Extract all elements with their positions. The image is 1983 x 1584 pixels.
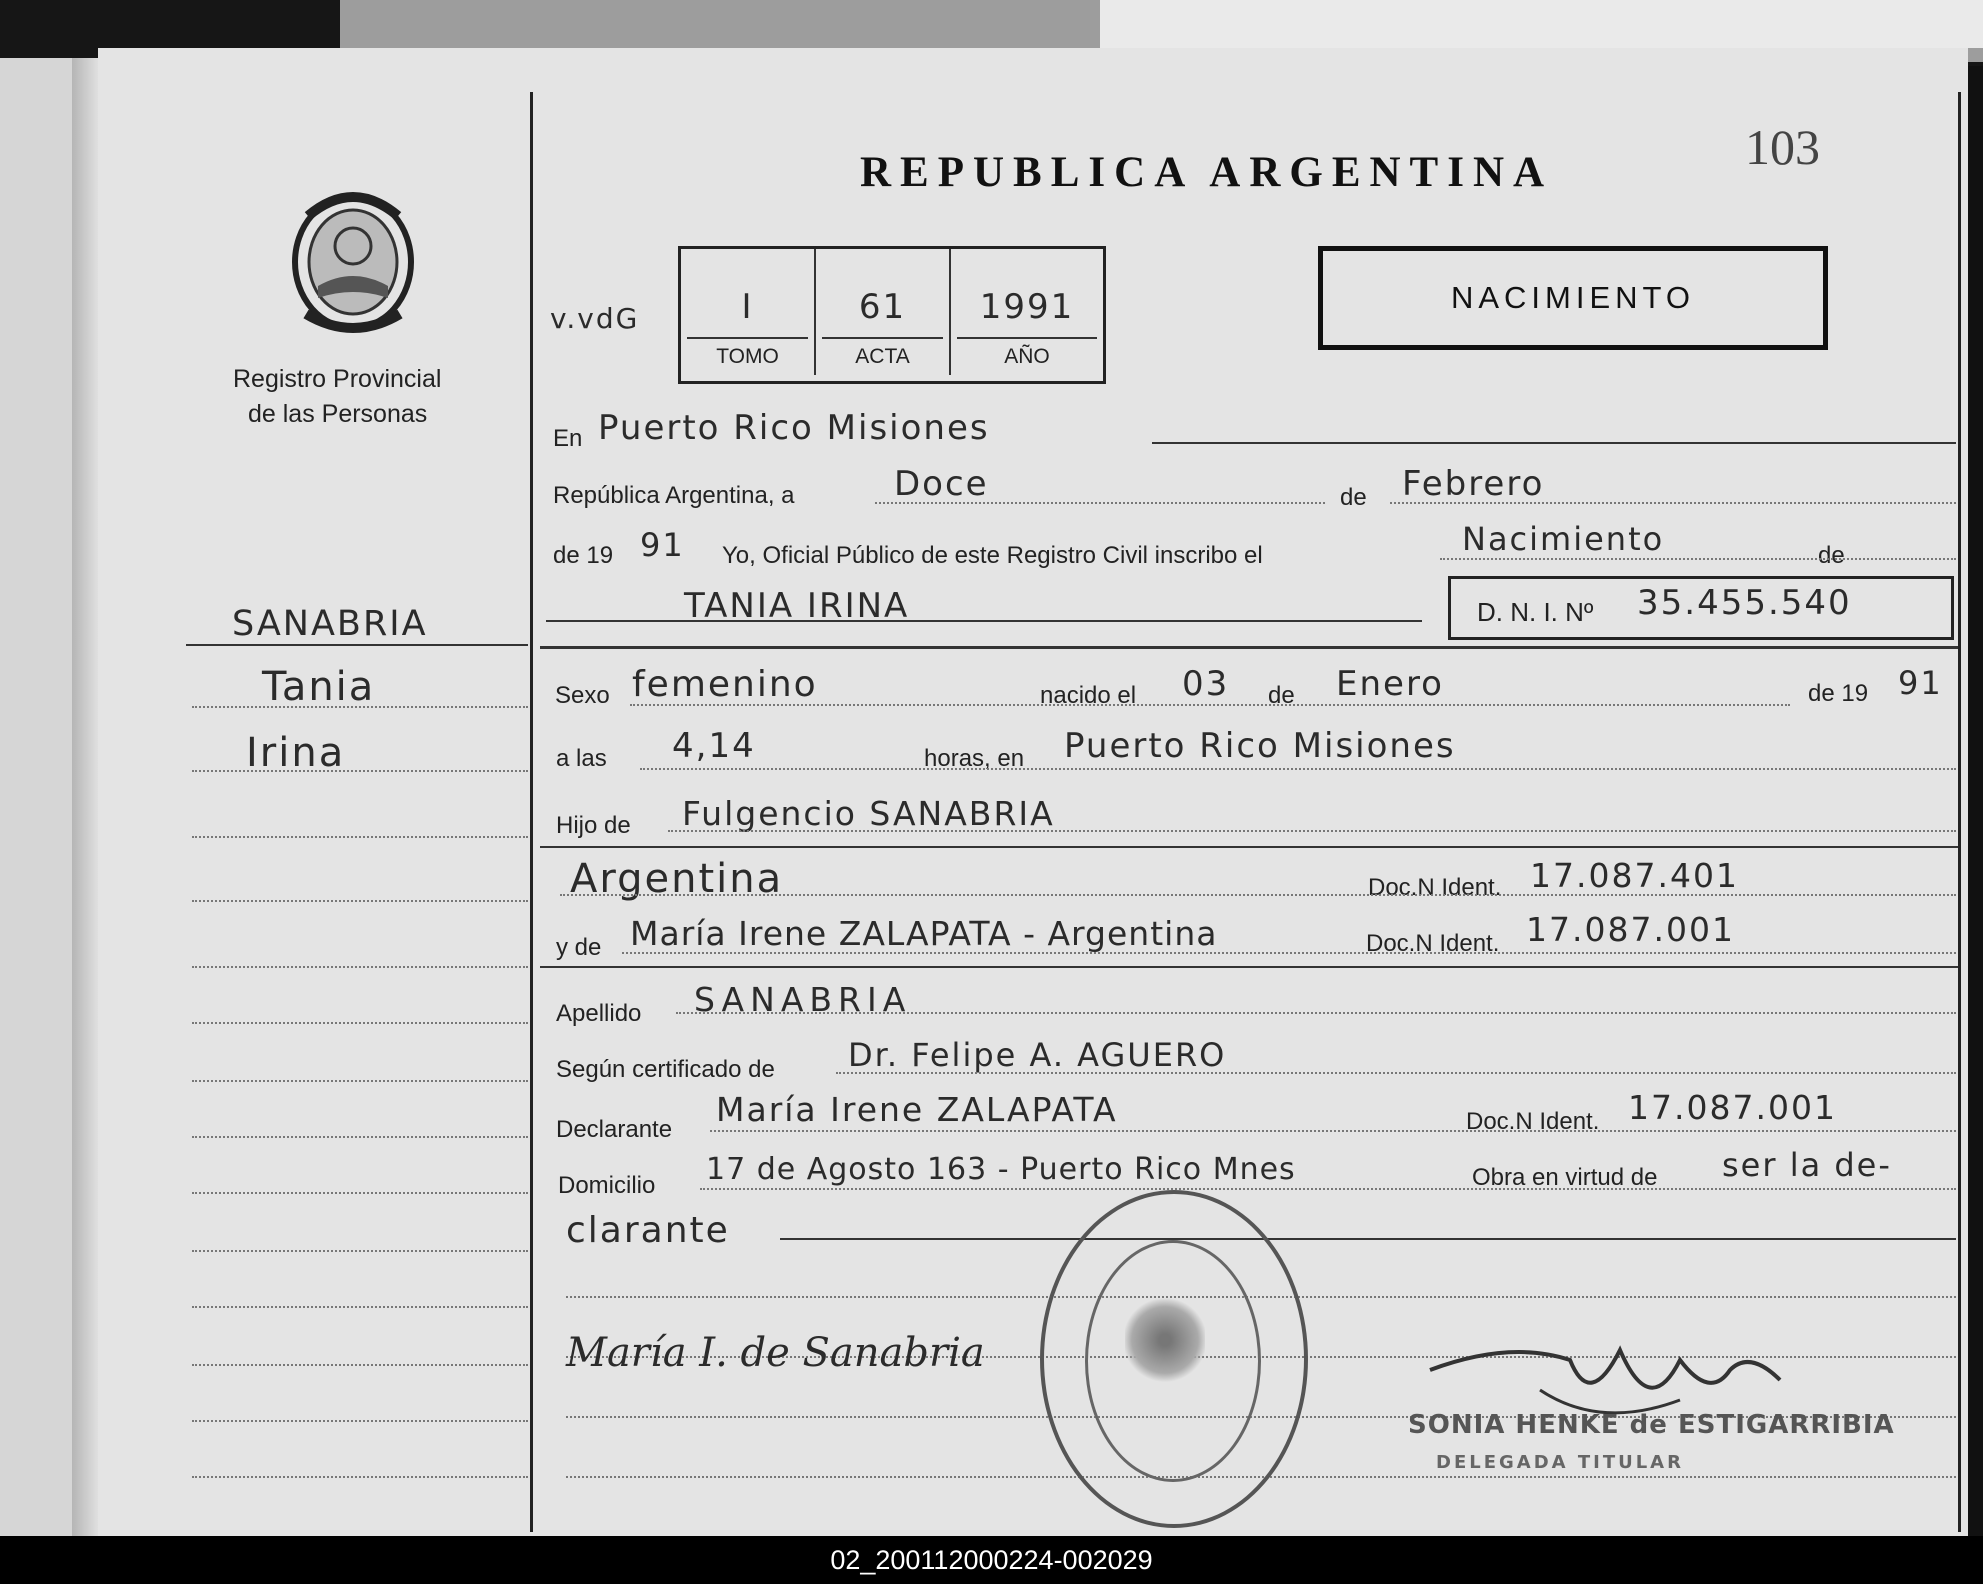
- birth-month: Enero: [1336, 664, 1444, 704]
- apellido-value: SANABRIA: [694, 980, 912, 1019]
- doc-label-2: Doc.N Ident.: [1366, 930, 1500, 957]
- declarante-label: Declarante: [556, 1116, 673, 1143]
- year-suffix: 91: [640, 526, 685, 564]
- cell-rule: [687, 337, 808, 339]
- acto-value: Nacimiento: [1462, 520, 1665, 558]
- de-label-3: de: [1268, 682, 1295, 709]
- declarante-doc: 17.087.001: [1628, 1088, 1837, 1127]
- sexo-line: [630, 704, 1790, 706]
- tomo-cell: [681, 249, 816, 375]
- sidebar-given2: Irina: [246, 730, 346, 776]
- father-doc-line: [560, 894, 1956, 896]
- certificado-value: Dr. Felipe A. AGUERO: [848, 1036, 1227, 1074]
- sidebar-dotted-line: [192, 1136, 528, 1138]
- domicilio-line: [700, 1188, 1956, 1190]
- day-value: Doce: [894, 464, 989, 504]
- page-number: 103: [1745, 119, 1820, 175]
- declarante-value: María Irene ZALAPATA: [716, 1090, 1118, 1129]
- birth-time: 4,14: [672, 726, 756, 766]
- acta-label: ACTA: [855, 345, 910, 368]
- image-caption: 02_200112000224-002029: [830, 1545, 1153, 1575]
- tomo-label: TOMO: [716, 345, 779, 368]
- de-label-1: de: [1340, 484, 1367, 511]
- yo-text: Yo, Oficial Público de este Registro Civil inscribo el: [722, 542, 1263, 569]
- sidebar-surname: SANABRIA: [232, 604, 428, 644]
- sidebar-dotted-line: [192, 1022, 528, 1024]
- father-doc: 17.087.401: [1530, 856, 1739, 895]
- official-name: SONIA HENKE de ESTIGARRIBIA: [1408, 1410, 1895, 1440]
- birth-day: 03: [1182, 664, 1230, 704]
- parent-rule: [540, 846, 1958, 848]
- sidebar-dotted-line: [192, 1080, 528, 1082]
- cell-rule: [957, 337, 1097, 339]
- alas-line: [640, 768, 1956, 770]
- section-rule: [540, 646, 1958, 649]
- mother-line: [622, 952, 1956, 954]
- de-label-2: de: [1818, 542, 1845, 569]
- dni-label: D. N. I. Nº: [1477, 597, 1594, 627]
- obra-label: Obra en virtud de: [1472, 1164, 1658, 1191]
- declarante-line: [710, 1130, 1956, 1132]
- domicilio-label: Domicilio: [558, 1172, 656, 1199]
- acta-value: 61: [858, 287, 907, 327]
- republica-label: República Argentina, a: [553, 482, 795, 509]
- obra-line: [780, 1238, 1956, 1240]
- doc-label-3: Doc.N Ident.: [1466, 1108, 1600, 1135]
- segun-line: [836, 1072, 1956, 1074]
- obra-value-2: clarante: [566, 1210, 730, 1251]
- stamp-seal-icon: [1125, 1295, 1205, 1385]
- cell-rule: [822, 337, 943, 339]
- dni-value: 35.455.540: [1637, 583, 1852, 623]
- record-number-table: [678, 246, 1106, 384]
- margin-note: v.vdG: [550, 302, 640, 335]
- sidebar-surname-line: [186, 644, 528, 646]
- misiones-coat-of-arms-icon: [278, 176, 428, 342]
- left-book-page: [0, 58, 72, 1538]
- sidebar-dotted-line: [192, 706, 528, 708]
- right-border-line: [1958, 92, 1961, 1532]
- record-type-box: NACIMIENTO: [1318, 246, 1828, 350]
- sidebar-dotted-line: [192, 770, 528, 772]
- sidebar-dotted-line: [192, 1250, 528, 1252]
- apellido-label: Apellido: [556, 1000, 642, 1027]
- en-label: En: [553, 425, 583, 452]
- parent-rule-2: [540, 966, 1958, 968]
- month-line: [1390, 502, 1956, 504]
- segun-label: Según certificado de: [556, 1056, 775, 1083]
- sidebar-given1: Tania: [262, 664, 376, 710]
- tomo-value: I: [741, 287, 754, 327]
- mother-name: María Irene ZALAPATA - Argentina: [630, 914, 1218, 953]
- father-nationality: Argentina: [570, 856, 784, 902]
- yde-label: y de: [556, 934, 602, 961]
- day-line: [875, 502, 1325, 504]
- sidebar-dotted-line: [192, 1420, 528, 1422]
- sidebar-dotted-line: [192, 1364, 528, 1366]
- sidebar-dotted-line: [192, 900, 528, 902]
- anio-label: AÑO: [1004, 345, 1050, 368]
- official-title: DELEGADA TITULAR: [1436, 1452, 1684, 1473]
- sexo-label: Sexo: [555, 682, 610, 709]
- apellido-line: [676, 1012, 1956, 1014]
- horas-label: horas, en: [924, 745, 1025, 772]
- obra-value-1: ser la de-: [1722, 1146, 1892, 1184]
- father-line: [668, 830, 1956, 832]
- birth-year-suffix: 91: [1898, 664, 1943, 702]
- declarante-signature: María I. de Sanabria: [566, 1330, 985, 1376]
- background-paper-top-right: [1100, 0, 1983, 48]
- sexo-value: femenino: [632, 664, 818, 705]
- month-value: Febrero: [1402, 464, 1545, 504]
- document-title: REPUBLICA ARGENTINA: [860, 149, 1554, 196]
- mother-doc: 17.087.001: [1526, 910, 1735, 949]
- sidebar-dotted-line: [192, 1192, 528, 1194]
- org-name-line2: de las Personas: [248, 400, 428, 428]
- anio-value: 1991: [979, 287, 1075, 327]
- anio-cell: [951, 249, 1103, 375]
- de19-label-b: de 19: [1808, 680, 1869, 707]
- child-name: TANIA IRINA: [684, 586, 910, 626]
- domicilio-value: 17 de Agosto 163 - Puerto Rico Mnes: [706, 1152, 1296, 1187]
- acta-cell: [816, 249, 951, 375]
- place-value: Puerto Rico Misiones: [598, 408, 990, 448]
- birth-place: Puerto Rico Misiones: [1064, 726, 1456, 766]
- org-name-line1: Registro Provincial: [233, 365, 442, 393]
- doc-label-1: Doc.N Ident.: [1368, 874, 1502, 901]
- acto-line: [1440, 558, 1956, 560]
- alas-label: a las: [556, 745, 607, 772]
- sidebar-dotted-line: [192, 1476, 528, 1478]
- left-divider-line: [530, 92, 533, 1532]
- child-name-line: [546, 620, 1422, 622]
- hijo-label: Hijo de: [556, 812, 631, 839]
- place-line: [1152, 442, 1956, 444]
- father-name: Fulgencio SANABRIA: [682, 794, 1055, 833]
- de19-label: de 19: [553, 542, 614, 569]
- sidebar-dotted-line: [192, 966, 528, 968]
- sidebar-dotted-line: [192, 836, 528, 838]
- dni-box: [1448, 576, 1954, 640]
- sidebar-dotted-line: [192, 1306, 528, 1308]
- nacido-label: nacido el: [1040, 682, 1137, 709]
